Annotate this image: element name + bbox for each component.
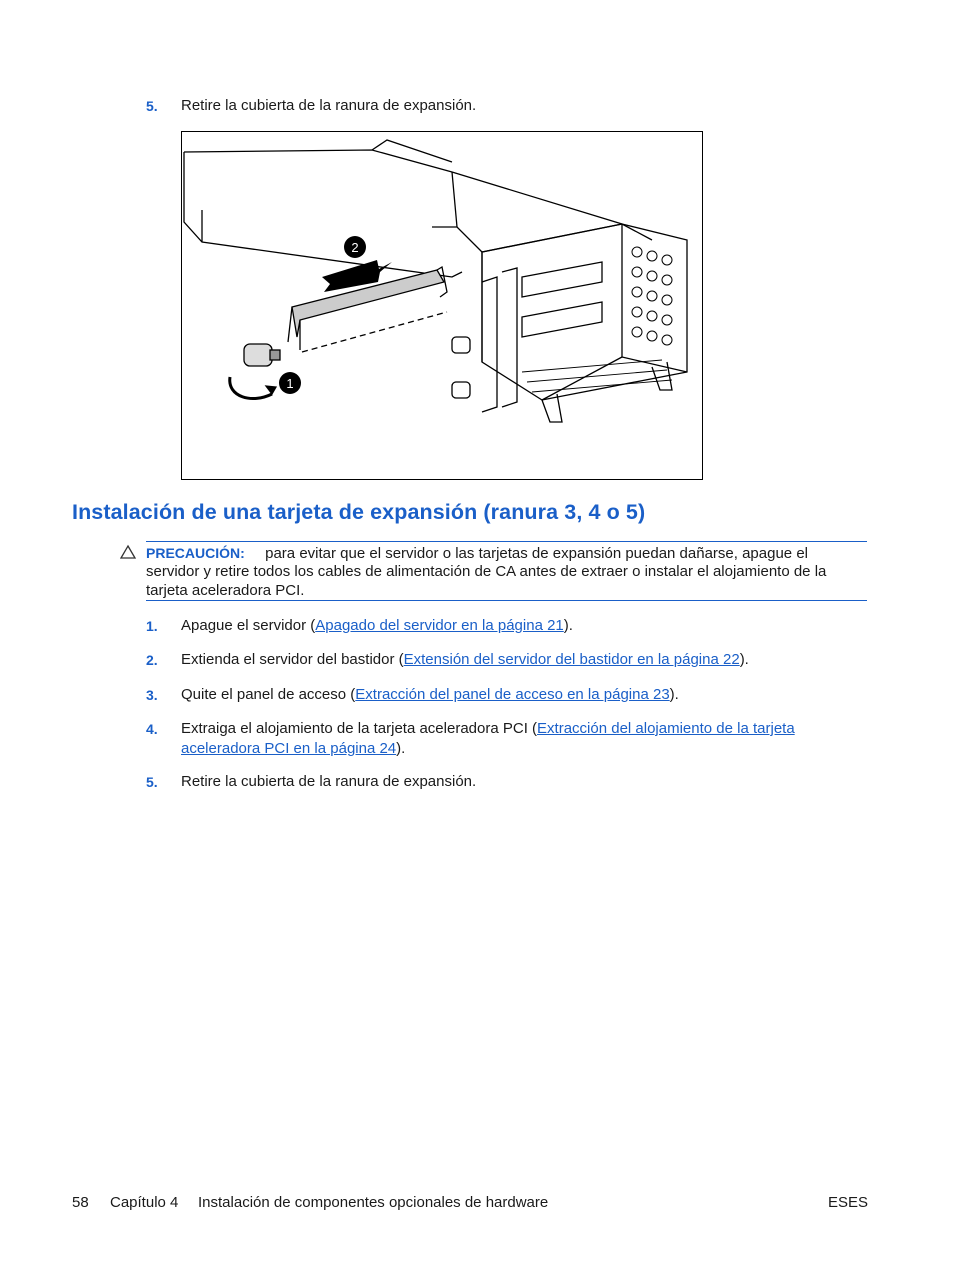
step-5-text: Retire la cubierta de la ranura de expansión. (181, 773, 477, 790)
top-step-text: Retire la cubierta de la ranura de expansión. (181, 97, 477, 114)
footer-page-number: 58 (72, 1194, 89, 1211)
footer-chapter-title: Instalación de componentes opcionales de hardware (198, 1194, 549, 1211)
caution-top-rule (146, 541, 867, 542)
step-2-text (181, 650, 749, 670)
caution-line-1 (146, 543, 868, 564)
footer-locale: ESES (828, 1194, 869, 1211)
step-2 (146, 650, 158, 671)
step-3 (146, 685, 158, 706)
step-number: 5. (146, 98, 158, 114)
callout-1: 1 (286, 376, 294, 391)
step-number: 1. (146, 618, 158, 634)
link-extraccion-alojamiento[interactable]: Extracción del alojamiento de la tarjeta (537, 720, 795, 737)
step-4-text-line-1 (181, 719, 795, 739)
step-1-text (181, 616, 573, 636)
step-text: Extraiga el alojamiento de la tarjeta aceleradora PCI ( (181, 720, 538, 737)
step-text: Extienda el servidor del bastidor ( (181, 651, 404, 668)
caution-text-2: servidor y retire todos los cables de alimentación de CA antes de extraer o instalar el alojamiento de la (146, 563, 827, 580)
step-number: 5. (146, 774, 158, 790)
link-extraccion-panel[interactable]: Extracción del panel de acceso en la página 23 (355, 686, 670, 703)
step-1 (146, 616, 158, 637)
caution-bottom-rule (146, 600, 867, 601)
step-text-end: ). (739, 651, 749, 668)
footer-chapter: Capítulo 4 (110, 1194, 179, 1211)
section-title: Instalación de una tarjeta de expansión (ranura 3, 4 o 5) (72, 500, 646, 524)
link-extraccion-alojamiento-cont[interactable]: aceleradora PCI en la página 24 (181, 740, 397, 757)
step-text-end: ). (396, 740, 406, 757)
step-3-text (181, 685, 679, 705)
figure-expansion-slot-cover (181, 131, 703, 480)
step-number: 3. (146, 687, 158, 703)
caution-label: PRECAUCIÓN: (146, 545, 245, 561)
link-apagado-servidor[interactable]: Apagado del servidor en la página 21 (315, 617, 564, 634)
step-text-end: ). (563, 617, 573, 634)
step-4 (146, 719, 158, 740)
step-text: Apague el servidor ( (181, 617, 316, 634)
step-5 (146, 772, 158, 793)
step-text-end: ). (669, 686, 679, 703)
step-number: 4. (146, 721, 158, 737)
caution-text-3: tarjeta aceleradora PCI. (146, 582, 305, 599)
step-text: Quite el panel de acceso ( (181, 686, 356, 703)
caution-text-1: para evitar que el servidor o las tarjetas de expansión puedan dañarse, apague el (265, 545, 808, 562)
top-step (146, 96, 158, 117)
link-extension-servidor[interactable]: Extensión del servidor del bastidor en la página 22 (403, 651, 740, 668)
warning-triangle-icon (120, 541, 140, 561)
callout-2: 2 (351, 240, 359, 255)
figure-illustration (182, 132, 702, 479)
step-4-text-line-2 (181, 739, 405, 759)
step-number: 2. (146, 652, 158, 668)
